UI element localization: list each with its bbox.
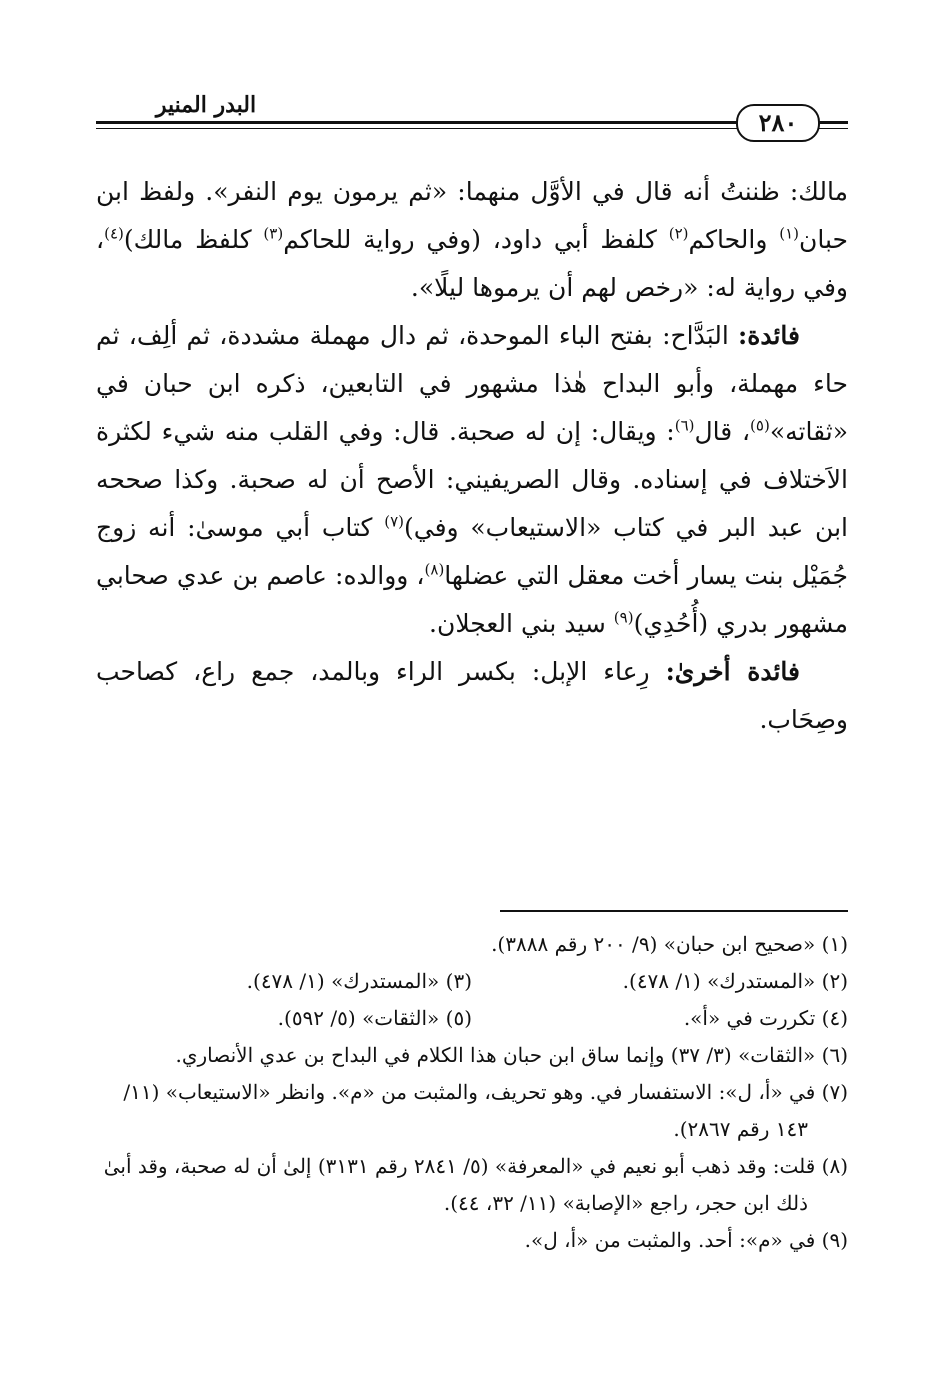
footnote-ref-2: (٢) xyxy=(668,224,689,243)
text-span: ، قال xyxy=(694,417,751,446)
footnote-8: (٨) قلت: وقد ذهب أبو نعيم في «المعرفة» (٥/ ٢٨٤١ رقم ٣١٣١) إلىٰ أن له صحبة، وقد أبىٰ ذلك ابن حجر، راجع «الإصابة» (١١/ ٣٢، ٤٤). xyxy=(103,1154,848,1215)
paragraph-3 xyxy=(96,648,848,744)
text-span: كتاب أبي موسىٰ: أنه زوج جُمَيْل بنت يسار أخت معقل التي عضلها xyxy=(96,513,848,590)
text-span: ، ووالده: عاصم بن عدي صحابي مشهور بدري (أُحُدِي) xyxy=(96,561,848,638)
footnote-ref-9: (٩) xyxy=(613,608,634,627)
text-span: البَدَّاح: بفتح الباء الموحدة، ثم دال مهملة مشددة، ثم ألِف، ثم حاء مهملة، وأبو البداح هٰذا مشهور في التابعين، ذكره ابن حبان في «ثقاته» xyxy=(96,321,848,446)
footnote-2: (٢) «المستدرك» (١/ ٤٧٨). xyxy=(622,969,848,993)
footnote-3: (٣) «المستدرك» (١/ ٤٧٨). xyxy=(246,969,472,993)
text-span: سيد بني العجلان. xyxy=(429,609,614,638)
header-rule-thin xyxy=(96,128,848,129)
footnote-ref-7: (٧) xyxy=(384,512,404,531)
footnote-7: (٧) في «أ، ل»: الاستفسار في. وهو تحريف، والمثبت من «م». وانظر «الاستيعاب» (١١/ ١٤٣ رقم ٢٨٦٧). xyxy=(123,1080,848,1141)
text-span: رِعاء الإبل: بكسر الراء وبالمد، جمع راع، كصاحب وصِحَاب. xyxy=(96,657,848,734)
text-span: والحاكم xyxy=(688,225,780,254)
footnotes xyxy=(96,926,848,1259)
text-span: مالك: ظننتُ أنه قال في الأوَّل منهما: «ثم يرمون يوم النفر». ولفظ ابن حبان xyxy=(96,177,848,254)
footnote-ref-4: (٤) xyxy=(104,224,124,243)
footnote-9: (٩) في «م»: أحد. والمثبت من «أ، ل». xyxy=(524,1228,848,1252)
footnote-6: (٦) «الثقات» (٣/ ٣٧) وإنما ساق ابن حبان هذا الكلام في البداح بن عدي الأنصاري. xyxy=(175,1043,848,1067)
text-span: : ويقال: إن له صحبة. قال: وفي القلب منه شيء لكثرة الاَختلاف في إسناده. وقال الصريفيني: الأصح أن له صحبة. وكذا صححه ابن عبد البر في كتاب «الاستيعاب» وفي) xyxy=(96,417,848,542)
text-span: كلفظ مالك) xyxy=(123,225,264,254)
page-number: ٢٨٠ xyxy=(736,104,820,142)
footnote-ref-1: (١) xyxy=(779,224,799,243)
footnote-row xyxy=(96,1000,848,1037)
footnote-1: (١) «صحيح ابن حبان» (٩/ ٢٠٠ رقم ٣٨٨٨). xyxy=(491,932,848,956)
faida-label: فائدة: xyxy=(738,321,800,350)
text-span: كلفظ أبي داود، (وفي رواية للحاكم xyxy=(283,225,669,254)
running-title: البدر المنير xyxy=(116,92,296,118)
footnote-5: (٥) «الثقات» (٥/ ٥٩٢). xyxy=(277,1006,472,1030)
paragraph-1 xyxy=(96,168,848,312)
footnote-row xyxy=(96,963,848,1000)
faida-ukhra-label: فائدة أخرىٰ: xyxy=(665,657,800,686)
footnote-ref-3: (٣) xyxy=(263,224,284,243)
text-span: ، وفي رواية له: «رخص لهم أن يرموها ليلًا». xyxy=(96,225,848,302)
footnote-ref-8: (٨) xyxy=(424,560,445,579)
footnote-ref-5: (٥) xyxy=(750,416,770,435)
footnote-separator xyxy=(500,910,848,912)
main-text xyxy=(96,168,848,744)
footnote-4: (٤) تكررت في «أ». xyxy=(683,1006,848,1030)
footnote-ref-6: (٦) xyxy=(674,416,695,435)
paragraph-2 xyxy=(96,312,848,648)
page-header xyxy=(96,92,848,152)
